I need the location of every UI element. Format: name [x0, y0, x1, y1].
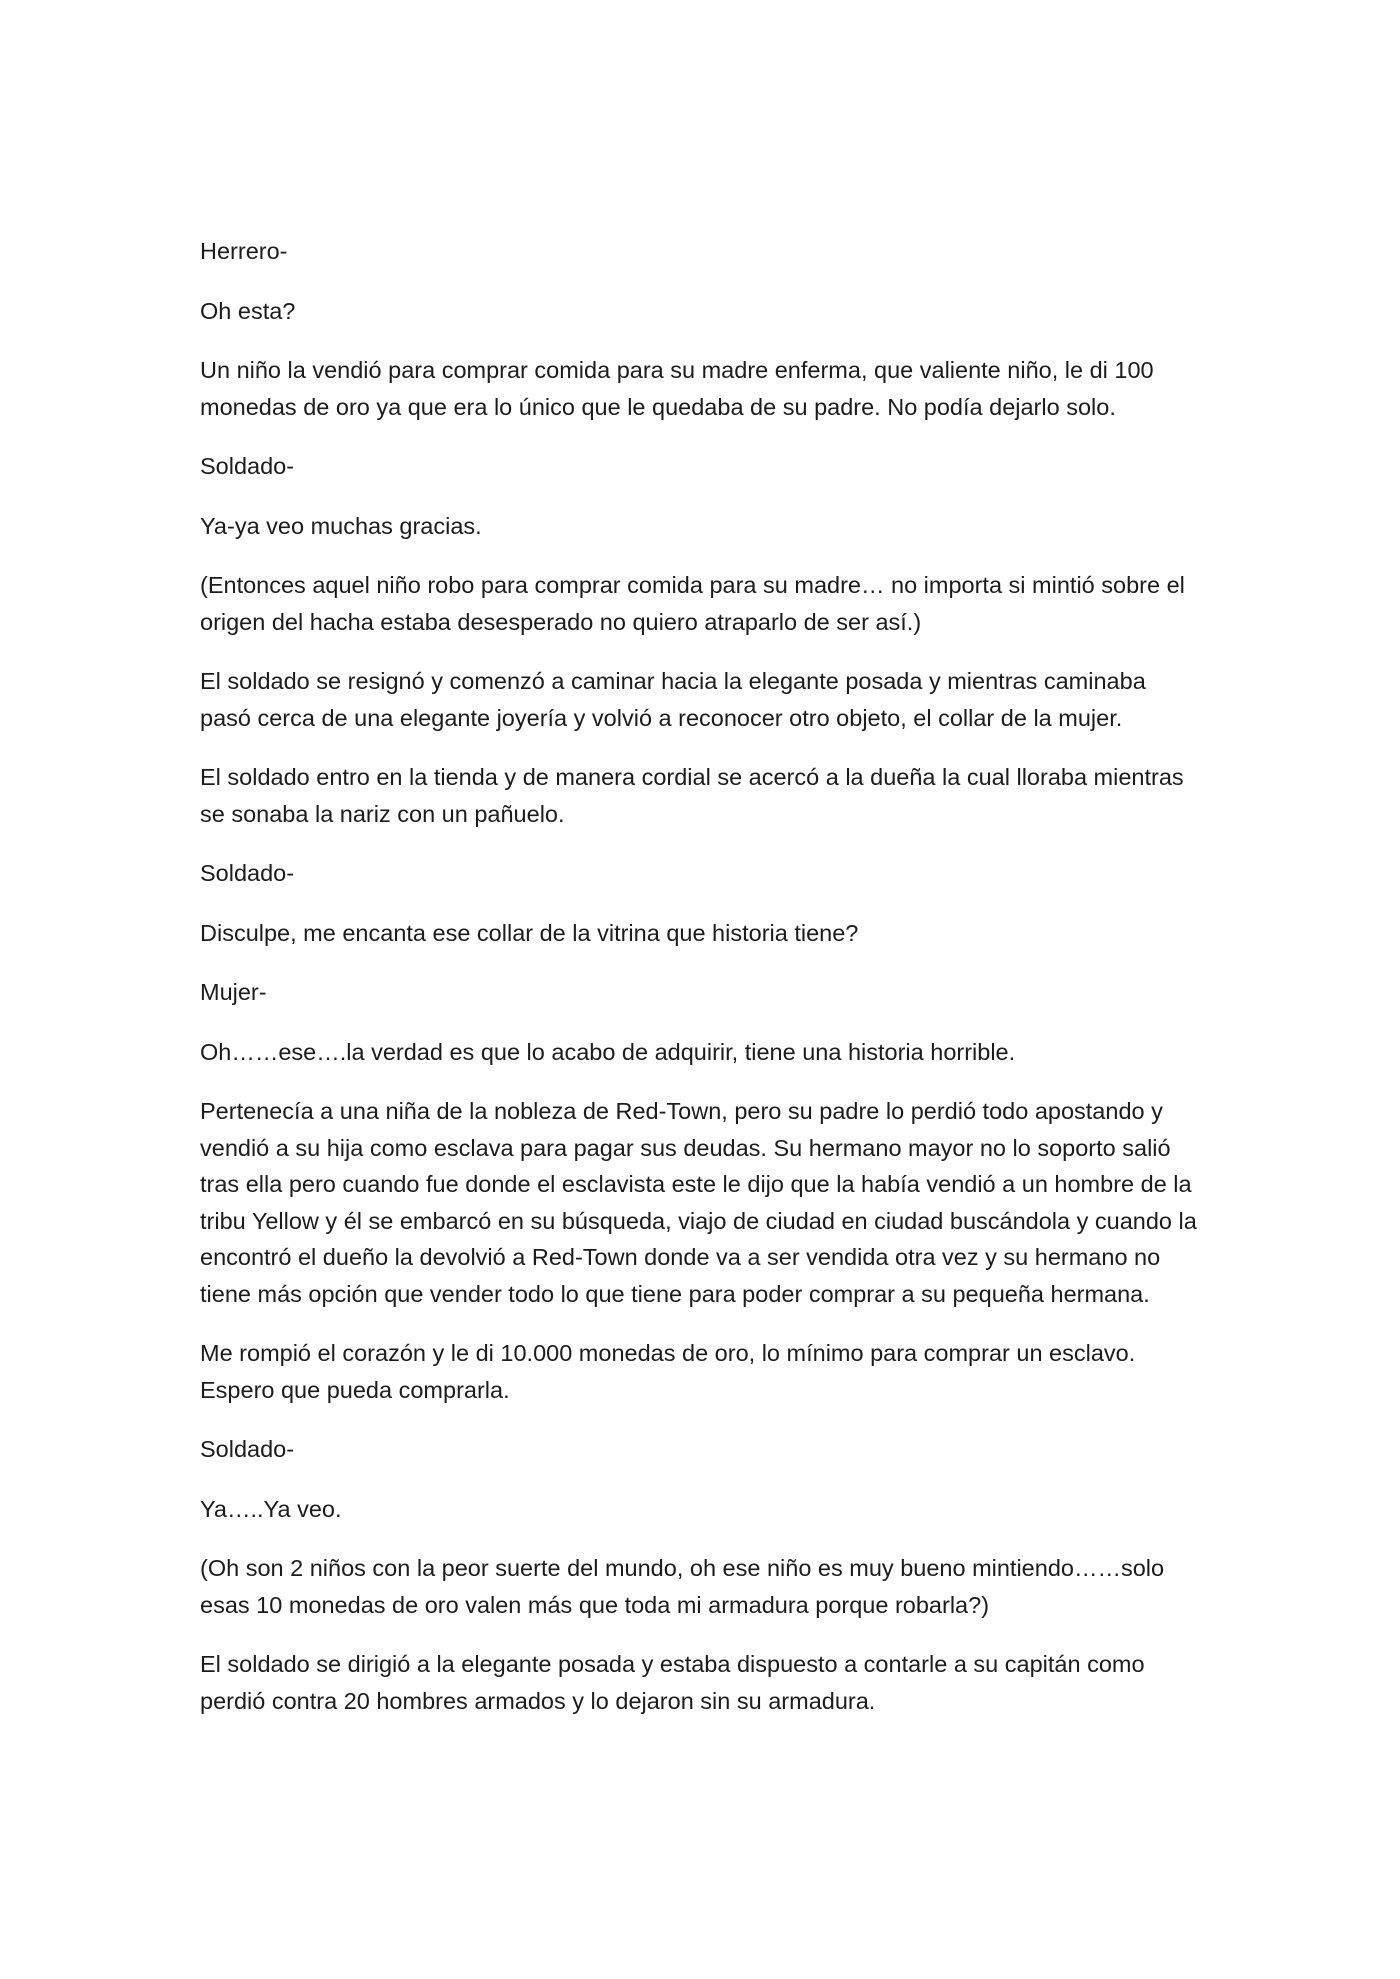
speaker-label: Soldado-	[200, 1436, 295, 1462]
speaker-label: Soldado-	[200, 860, 295, 886]
document-body	[200, 233, 1200, 1742]
speaker-label: Mujer-	[200, 979, 267, 1005]
inner-thought-paragraph: (Oh son 2 niños con la peor suerte del mundo, oh ese niño es muy bueno mintiendo……solo esas 10 monedas de oro valen más que toda mi armadura porque robarla?)	[200, 1555, 1165, 1618]
dialogue-paragraph: Un niño la vendió para comprar comida para su madre enferma, que valiente niño, le di 100 monedas de oro ya que era lo único que le quedaba de su padre. No podía dejarlo solo.	[200, 357, 1154, 420]
dialogue-line: Oh……ese….la verdad es que lo acabo de adquirir, tiene una historia horrible.	[200, 1038, 1016, 1065]
narration-paragraph: El soldado entro en la tienda y de manera cordial se acercó a la dueña la cual lloraba mientras se sonaba la nariz con un pañuelo.	[200, 764, 1184, 827]
speaker-label: Herrero-	[200, 238, 288, 264]
narration-paragraph: El soldado se resignó y comenzó a caminar hacia la elegante posada y mientras caminaba pasó cerca de una elegante joyería y volvió a reconocer otro objeto, el collar de la mujer.	[200, 668, 1146, 731]
dialogue-line: Ya…..Ya veo.	[200, 1495, 342, 1522]
dialogue-line: Oh esta?	[200, 297, 296, 324]
dialogue-line: Ya-ya veo muchas gracias.	[200, 512, 482, 539]
inner-thought-paragraph: (Entonces aquel niño robo para comprar comida para su madre… no importa si mintió sobre el origen del hacha estaba desesperado no quiero atraparlo de ser así.)	[200, 572, 1185, 635]
dialogue-paragraph: Pertenecía a una niña de la nobleza de Red-Town, pero su padre lo perdió todo apostando y vendió a su hija como esclava para pagar sus deudas. Su hermano mayor no lo soporto salió tras ella pero cuando fue donde el esclavista este le dijo que la había vendió a un hombre de la tribu Yellow y él se embarcó en su búsqueda, viajo de ciudad en ciudad buscándola y cuando la encontró el dueño la devolvió a Red-Town donde va a ser vendida otra vez y su hermano no tiene más opción que vender todo lo que tiene para poder comprar a su pequeña hermana.	[200, 1098, 1197, 1307]
dialogue-line: Disculpe, me encanta ese collar de la vitrina que historia tiene?	[200, 919, 859, 946]
dialogue-paragraph: Me rompió el corazón y le di 10.000 monedas de oro, lo mínimo para comprar un esclavo. Espero que pueda comprarla.	[200, 1340, 1136, 1403]
speaker-label: Soldado-	[200, 453, 295, 479]
narration-paragraph: El soldado se dirigió a la elegante posada y estaba dispuesto a contarle a su capitán como perdió contra 20 hombres armados y lo dejaron sin su armadura.	[200, 1651, 1145, 1714]
